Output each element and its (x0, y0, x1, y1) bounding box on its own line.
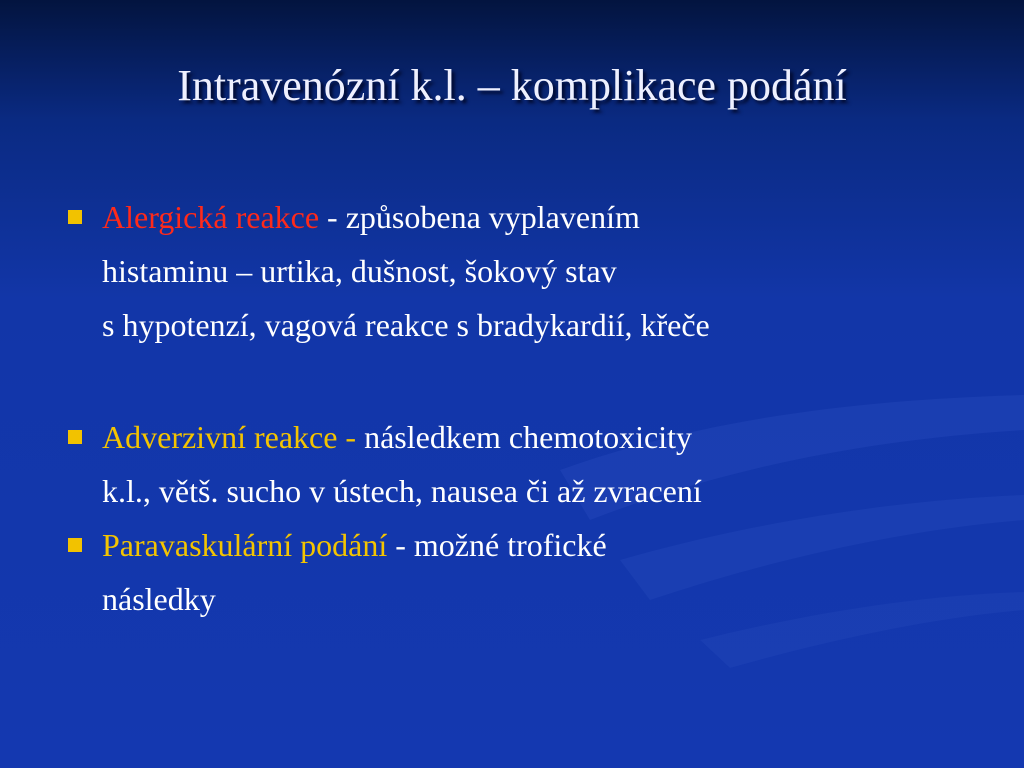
bullet-first-line (102, 190, 956, 244)
bullet-term: Adverzivní reakce (102, 419, 338, 455)
bullet-list (56, 190, 956, 626)
bullet-separator: - (319, 199, 346, 235)
bullet-text: následkem chemotoxicity (364, 419, 692, 455)
bullet-item-adverzivni-reakce (56, 410, 956, 518)
bullet-first-line (102, 518, 956, 572)
square-bullet-icon (68, 430, 82, 444)
bullet-text: k.l., větš. sucho v ústech, nausea či až zvracení (102, 473, 702, 509)
bullet-text: možné trofické (413, 527, 607, 563)
slide-title: Intravenózní k.l. – komplikace podání (177, 61, 847, 110)
bullet-separator: - (337, 419, 365, 455)
bullet-first-line (102, 410, 956, 464)
square-bullet-icon (68, 538, 82, 552)
bullet-item-alergicka-reakce (56, 190, 956, 352)
bullet-text: s hypotenzí, vagová reakce s bradykardií, křeče (102, 307, 710, 343)
bullet-separator: - (387, 527, 414, 563)
bullet-item-paravaskularni-podani (56, 518, 956, 626)
bullet-text: histaminu – urtika, dušnost, šokový stav (102, 253, 617, 289)
square-bullet-icon (68, 210, 82, 224)
bullet-term: Alergická reakce (102, 199, 320, 235)
bullet-term: Paravaskulární podání (102, 527, 388, 563)
bullet-text: způsobena vyplavením (345, 199, 640, 235)
bullet-text: následky (102, 581, 216, 617)
